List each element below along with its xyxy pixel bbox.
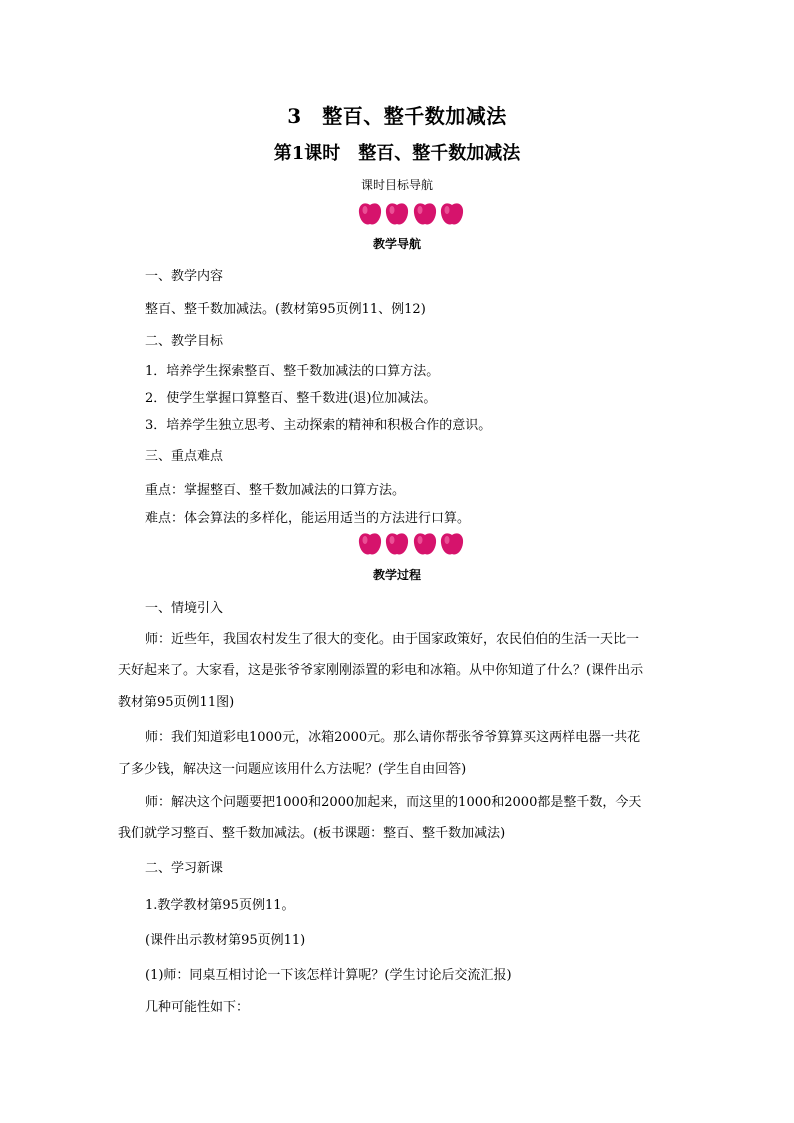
content-heading: 一、教学内容 [145,269,224,284]
goals-heading: 二、教学目标 [145,334,224,349]
content-text: 整百、整千数加减法。(教材第95页例11、例12) [145,302,426,317]
difficulty: 难点：体会算法的多样化，能运用适当的方法进行口算。 [145,511,471,526]
question-1: (1)师：同桌互相讨论一下该怎样计算呢？(学生讨论后交流汇报) [145,968,512,983]
process-title: 教学过程 [372,568,421,582]
paragraph-line: 教材第95页例11图) [118,695,235,710]
guide-title: 教学导航 [372,237,421,251]
chapter-title: 3 整百、整千数加减法 [287,104,507,128]
goal-item: 2．使学生掌握口算整百、整千数进(退)位加减法。 [145,391,437,406]
paragraph-line: 师：我们知道彩电1000元，冰箱2000元。那么请你帮张爷爷算算买这两样电器一共花 [145,730,641,745]
apple-icon [358,200,382,226]
apple-icon [385,200,409,226]
possibilities-label: 几种可能性如下： [145,1000,250,1015]
new-lesson-heading: 二、学习新课 [145,861,224,876]
lesson-title: 第1课时 整百、整千数加减法 [273,143,521,164]
paragraph-line: 天好起来了。大家看，这是张爷爷家刚刚添置的彩电和冰箱。从中你知道了什么？(课件出示 [118,663,644,678]
goal-item: 3．培养学生独立思考、主动探索的精神和积极合作的意识。 [145,418,492,433]
nav-label: 课时目标导航 [360,178,433,192]
paragraph-line: 了多少钱，解决这一问题应该用什么方法呢？(学生自由回答) [118,762,467,777]
apple-icon [385,530,409,556]
key-point: 重点：掌握整百、整千数加减法的口算方法。 [145,483,406,498]
apple-icon [358,530,382,556]
item-1: 1.教学教材第95页例11。 [145,898,295,913]
goal-item: 1．培养学生探索整百、整千数加减法的口算方法。 [145,364,440,379]
apple-icon [440,530,464,556]
paragraph-line: 师：解决这个问题要把1000和2000加起来，而这里的1000和2000都是整千数，今天 [145,795,642,810]
intro-heading: 一、情境引入 [145,601,224,616]
paragraph-line: 我们就学习整百、整千数加减法。(板书课题：整百、整千数加减法) [118,826,506,841]
apple-row-guide [358,200,464,228]
apple-icon [440,200,464,226]
apple-row-process [358,530,464,558]
item-1-note: (课件出示教材第95页例11) [145,933,306,948]
apple-icon [413,200,437,226]
paragraph-line: 师：近些年，我国农村发生了很大的变化。由于国家政策好，农民伯伯的生活一天比一 [145,632,640,647]
apple-icon [413,530,437,556]
key-heading: 三、重点难点 [145,449,224,464]
